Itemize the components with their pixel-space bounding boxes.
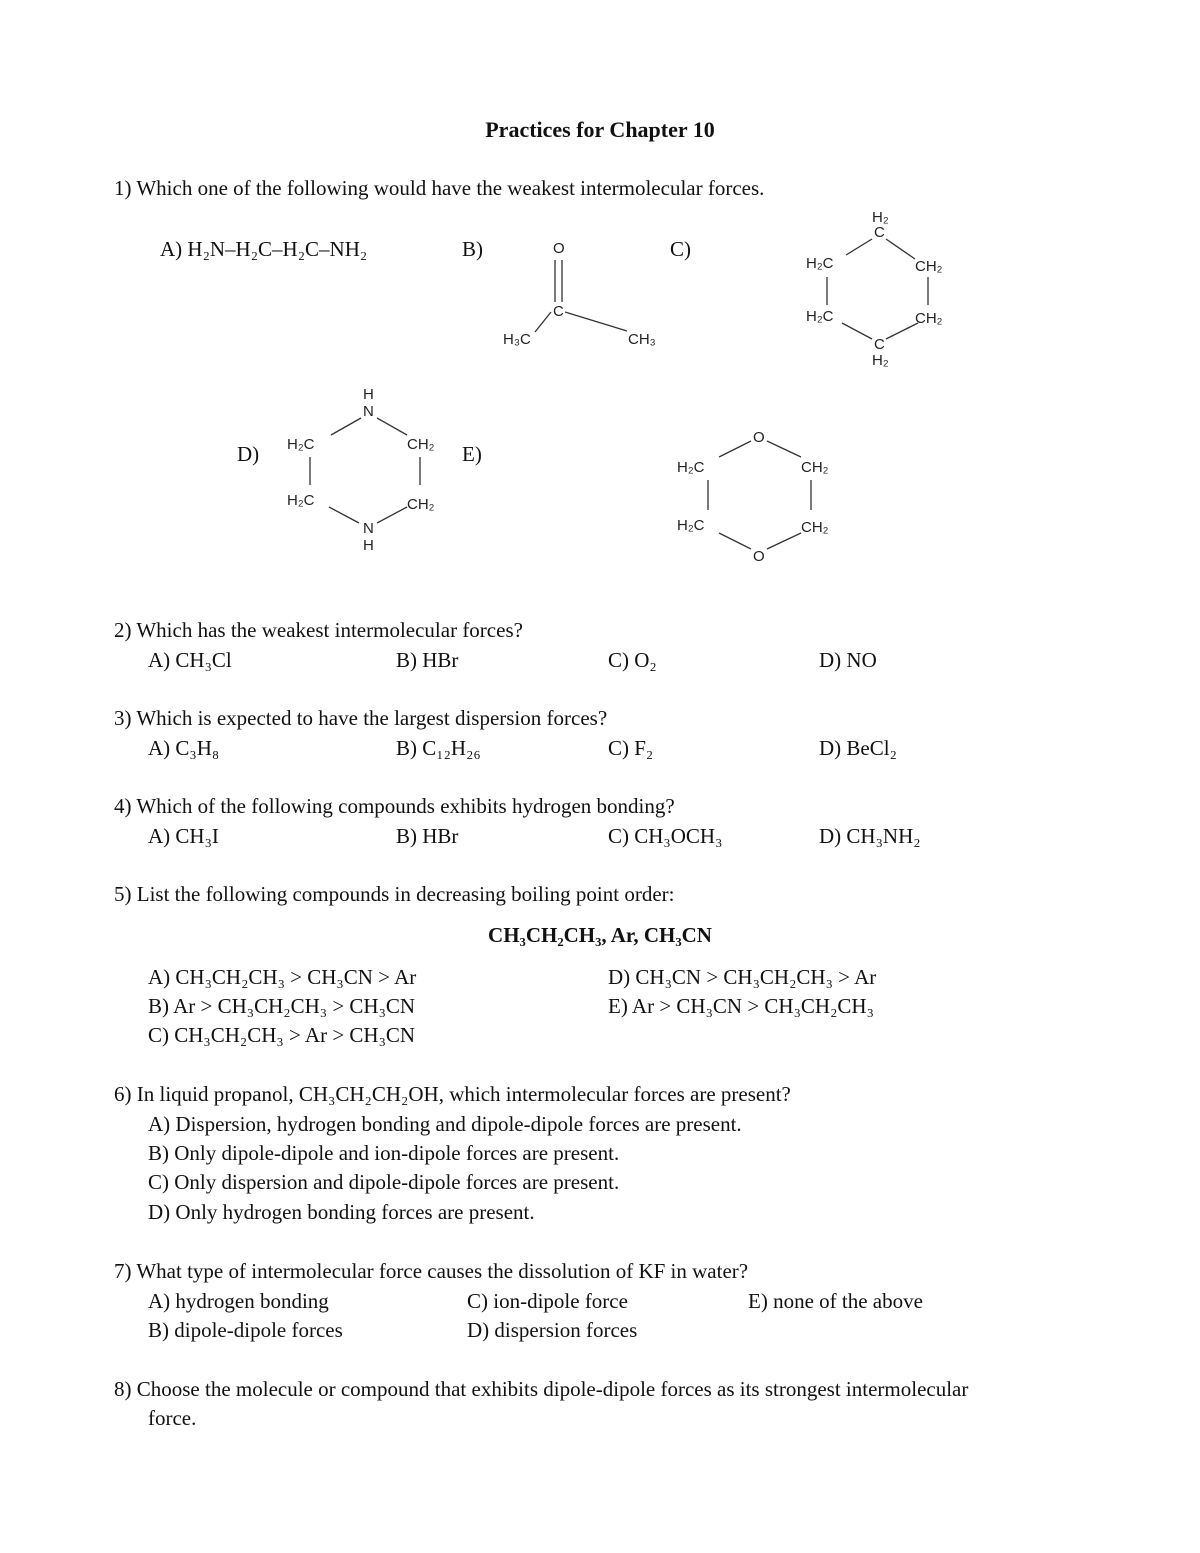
c-upper-right: CH₂ <box>915 258 943 275</box>
d-bottom-n: N <box>363 520 374 537</box>
c-lower-right: CH₂ <box>915 310 943 327</box>
e-upper-right: CH₂ <box>801 459 829 476</box>
q5-option-b: B) Ar > CH₃CH₂CH₃ > CH₃CN <box>148 994 416 1018</box>
q7-option-d: D) dispersion forces <box>467 1318 638 1342</box>
q3-option-c: C) F₂ <box>608 736 654 760</box>
b-left-methyl: H₃C <box>503 331 531 348</box>
q6-option-b: B) Only dipole-dipole and ion-dipole forces are present. <box>148 1141 620 1165</box>
q5-option-c: C) CH₃CH₂CH₃ > Ar > CH₃CN <box>148 1023 416 1047</box>
q2-option-d: D) NO <box>819 648 877 672</box>
q1-option-e-label: E) <box>462 442 482 466</box>
q1-option-b-label: B) <box>462 237 483 261</box>
c-upper-left: H₂C <box>806 255 834 272</box>
q2-option-c: C) O₂ <box>608 648 657 672</box>
q5-option-e: E) Ar > CH₃CN > CH₃CH₂CH₃ <box>608 994 874 1018</box>
q6-option-a: A) Dispersion, hydrogen bonding and dipole-dipole forces are present. <box>148 1112 742 1136</box>
b-oxygen: O <box>553 240 565 257</box>
q6-text: 6) In liquid propanol, CH₃CH₂CH₂OH, which intermolecular forces are present? <box>114 1082 791 1106</box>
c-lower-left: H₂C <box>806 308 834 325</box>
q3-text: 3) Which is expected to have the largest dispersion forces? <box>114 706 608 730</box>
q7-option-c: C) ion-dipole force <box>467 1289 628 1313</box>
c-top-h2: H₂ <box>872 209 889 226</box>
b-carbon: C <box>553 303 564 320</box>
q1-option-a: A) H₂N–H₂C–H₂C–NH₂ <box>160 237 368 261</box>
q4-option-a: A) CH₃I <box>148 824 219 848</box>
q2-text: 2) Which has the weakest intermolecular forces? <box>114 618 523 642</box>
d-upper-left: H₂C <box>287 436 315 453</box>
q8-text-line1: 8) Choose the molecule or compound that exhibits dipole-dipole forces as its strongest intermolecular <box>114 1377 969 1401</box>
q2-option-a: A) CH₃Cl <box>148 648 232 672</box>
piperazine-structure <box>283 385 463 560</box>
page-title: Practices for Chapter 10 <box>485 117 715 142</box>
e-upper-left: H₂C <box>677 459 705 476</box>
cyclohexane-structure <box>800 205 970 375</box>
q2-option-b: B) HBr <box>396 648 459 672</box>
q7-text: 7) What type of intermolecular force causes the dissolution of KF in water? <box>114 1259 749 1283</box>
q3-option-a: A) C₃H₈ <box>148 736 220 760</box>
q6-option-d: D) Only hydrogen bonding forces are present. <box>148 1200 535 1224</box>
q3-option-b: B) C₁₂H₂₆ <box>396 736 481 760</box>
q7-option-e: E) none of the above <box>748 1289 923 1313</box>
c-top-c: C <box>874 224 885 241</box>
d-top-h: H <box>363 386 374 403</box>
q5-option-a: A) CH₃CH₂CH₃ > CH₃CN > Ar <box>148 965 417 989</box>
e-lower-left: H₂C <box>677 517 705 534</box>
d-top-n: N <box>363 403 374 420</box>
q1-text: 1) Which one of the following would have the weakest intermolecular forces. <box>114 176 765 200</box>
q6-option-c: C) Only dispersion and dipole-dipole forces are present. <box>148 1170 620 1194</box>
q3-option-d: D) BeCl₂ <box>819 736 897 760</box>
d-bottom-h: H <box>363 537 374 554</box>
b-right-methyl: CH₃ <box>628 331 656 348</box>
d-upper-right: CH₂ <box>407 436 435 453</box>
q4-option-c: C) CH₃OCH₃ <box>608 824 723 848</box>
q5-compounds: CH₃CH₂CH₃, Ar, CH₃CN <box>488 923 712 947</box>
q8-text-line2: force. <box>148 1406 197 1430</box>
d-lower-right: CH₂ <box>407 496 435 513</box>
q7-option-b: B) dipole-dipole forces <box>148 1318 343 1342</box>
q4-option-d: D) CH₃NH₂ <box>819 824 921 848</box>
e-lower-right: CH₂ <box>801 519 829 536</box>
q4-text: 4) Which of the following compounds exhibits hydrogen bonding? <box>114 794 675 818</box>
q5-option-d: D) CH₃CN > CH₃CH₂CH₃ > Ar <box>608 965 877 989</box>
q7-option-a: A) hydrogen bonding <box>148 1289 329 1313</box>
q1-option-c-label: C) <box>670 237 691 261</box>
e-top-o: O <box>753 429 765 446</box>
e-bottom-o: O <box>753 548 765 565</box>
q4-option-b: B) HBr <box>396 824 459 848</box>
q5-text: 5) List the following compounds in decreasing boiling point order: <box>114 882 675 906</box>
q1-option-d-label: D) <box>237 442 260 466</box>
acetone-structure <box>495 232 675 352</box>
dioxane-structure <box>675 425 855 570</box>
c-bottom-c: C <box>874 336 885 353</box>
c-bottom-h2: H₂ <box>872 352 889 369</box>
d-lower-left: H₂C <box>287 492 315 509</box>
